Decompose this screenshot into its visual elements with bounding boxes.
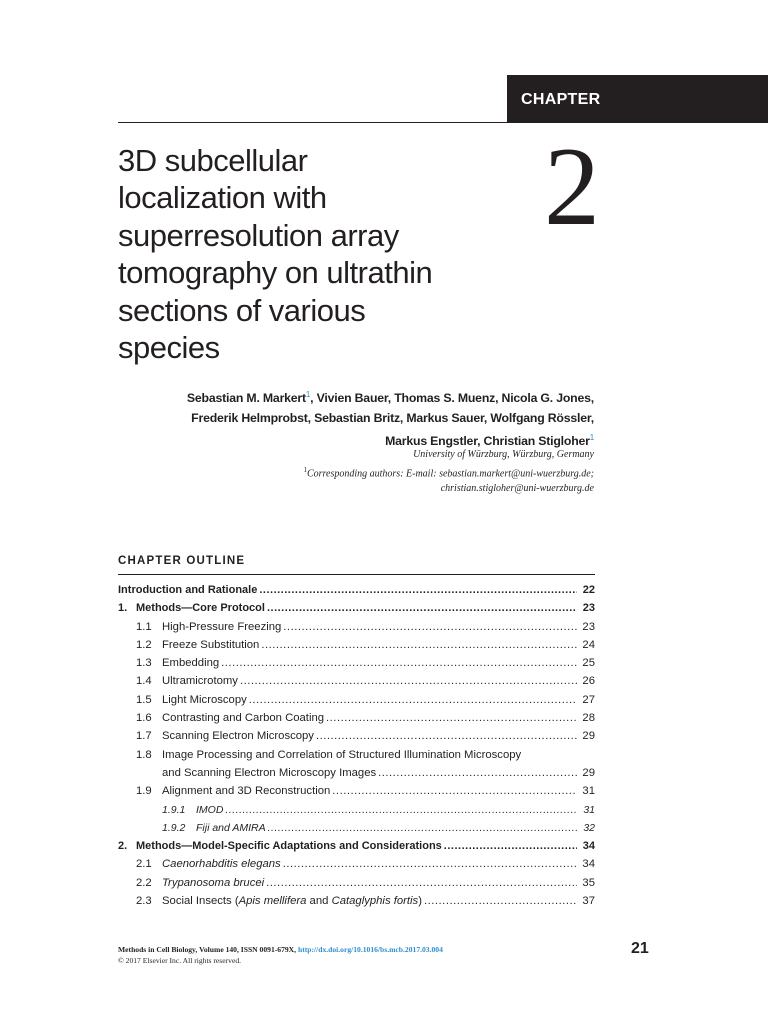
toc-title: Ultramicrotomy: [162, 675, 238, 688]
toc-page: 34: [582, 840, 595, 853]
leader-dots: [249, 691, 577, 709]
author-names: , Vivien Bauer, Thomas S. Muenz, Nicola G. Jones,: [310, 391, 594, 406]
toc-title: Methods—Model-Specific Adaptations and Considerations: [136, 840, 442, 853]
toc-page: 35: [582, 876, 595, 889]
toc-title: Scanning Electron Microscopy: [162, 730, 314, 743]
toc-page: 28: [582, 712, 595, 725]
leader-dots: [266, 874, 577, 892]
table-of-contents: [118, 581, 595, 910]
footnote-marker[interactable]: 1: [589, 433, 594, 443]
leader-dots: [283, 855, 577, 873]
toc-title: Alignment and 3D Reconstruction: [162, 785, 331, 798]
leader-dots: [378, 764, 577, 782]
leader-dots: [261, 636, 577, 654]
affiliation-block: [303, 447, 594, 497]
toc-number: 1.9.1: [162, 803, 186, 816]
title-line: species: [118, 330, 220, 366]
toc-number: 2.: [118, 840, 128, 853]
toc-title: High-Pressure Freezing: [162, 620, 282, 633]
leader-dots: [316, 727, 577, 745]
toc-entry[interactable]: [118, 672, 595, 690]
leader-dots: [267, 599, 577, 617]
toc-page: 23: [582, 602, 595, 615]
toc-title: Introduction and Rationale: [118, 584, 258, 596]
toc-entry[interactable]: [118, 819, 595, 837]
toc-page: 23: [582, 620, 595, 633]
header-rule: [118, 122, 508, 123]
corresponding-authors: [303, 463, 594, 482]
toc-entry[interactable]: [118, 599, 595, 617]
copyright: © 2017 Elsevier Inc. All rights reserved.: [118, 956, 242, 965]
chapter-title: [118, 142, 498, 366]
leader-dots: [283, 618, 577, 636]
title-line: sections of various: [118, 292, 366, 328]
title-line: 3D subcellular: [118, 143, 308, 178]
toc-page: 37: [582, 895, 595, 908]
toc-entry[interactable]: [118, 837, 595, 855]
toc-number: 1.5: [136, 693, 152, 706]
author-list: [187, 385, 594, 451]
toc-title-part: Apis mellifera: [238, 895, 307, 908]
toc-entry[interactable]: [118, 636, 595, 654]
leader-dots: [240, 672, 577, 690]
author-name: Sebastian M. Markert: [186, 391, 306, 406]
toc-number: 1.4: [136, 675, 152, 688]
toc-entry[interactable]: [118, 782, 595, 800]
leader-dots: [268, 819, 577, 837]
toc-page: 25: [582, 657, 595, 670]
toc-number: 1.8: [136, 748, 152, 761]
toc-title: IMOD: [196, 803, 224, 816]
email: christian.stigloher@uni-wuerzburg.de: [440, 483, 594, 495]
toc-title: and Scanning Electron Microscopy Images: [162, 766, 377, 779]
toc-number: 1.6: [136, 712, 152, 725]
toc-number: 2.3: [136, 895, 152, 908]
toc-title: Freeze Substitution: [162, 638, 260, 651]
toc-entry[interactable]: [118, 801, 595, 819]
toc-entry[interactable]: [118, 581, 595, 599]
leader-dots: [225, 801, 577, 819]
page-number: 21: [631, 940, 649, 957]
toc-title-part: Social Insects (: [162, 895, 239, 908]
toc-entry[interactable]: [118, 892, 595, 910]
toc-number: 1.9.2: [162, 821, 186, 834]
toc-page: 29: [582, 730, 595, 743]
author-names: Markus Engstler, Christian Stigloher: [385, 434, 590, 449]
chapter-label: CHAPTER: [521, 91, 601, 108]
toc-number: 1.9: [136, 785, 152, 798]
leader-dots: [221, 654, 577, 672]
footnote-marker[interactable]: 1: [305, 390, 311, 399]
toc-number: 1.3: [136, 657, 152, 670]
toc-page: 31: [583, 803, 595, 816]
author-line: Frederik Helmprobst, Sebastian Britz, Markus Sauer, Wolfgang Rössler,: [191, 411, 594, 426]
toc-number: 2.1: [136, 858, 152, 871]
toc-page: 32: [583, 821, 595, 834]
chapter-banner: [507, 75, 768, 123]
toc-title-part: and: [306, 895, 332, 908]
toc-entry[interactable]: [118, 746, 595, 764]
doi-link[interactable]: http://dx.doi.org/10.1016/bs.mcb.2017.03.004: [297, 945, 443, 954]
toc-number: 1.2: [136, 638, 152, 651]
toc-title: Fiji and AMIRA: [196, 821, 266, 834]
toc-entry[interactable]: [118, 618, 595, 636]
toc-entry-continued[interactable]: [118, 764, 595, 782]
toc-title: Caenorhabditis elegans: [162, 858, 281, 871]
toc-page: 24: [582, 638, 595, 651]
toc-number: 1.1: [136, 620, 152, 633]
toc-number: 1.7: [136, 730, 152, 743]
toc-entry[interactable]: [118, 709, 595, 727]
outline-rule: [118, 574, 595, 575]
page-footer: [118, 944, 443, 966]
toc-title-part: Cataglyphis fortis: [331, 895, 419, 908]
outline-heading: CHAPTER OUTLINE: [118, 555, 246, 567]
toc-title: Trypanosoma brucei: [162, 876, 265, 889]
title-line: tomography on ultrathin: [118, 255, 433, 291]
toc-entry[interactable]: [118, 691, 595, 709]
toc-page: 22: [582, 584, 595, 596]
chapter-number: 2: [544, 125, 600, 249]
footnote-marker: 1: [303, 465, 307, 474]
leader-dots: [326, 709, 577, 727]
toc-page: 31: [582, 785, 595, 798]
title-line: localization with: [118, 180, 327, 216]
toc-title: [162, 892, 422, 910]
leader-dots: [444, 837, 577, 855]
corresponding-text: Corresponding authors: E-mail: sebastian.markert@uni-wuerzburg.de;: [306, 467, 594, 479]
toc-title-part: ): [418, 895, 422, 908]
journal-info: Methods in Cell Biology, Volume 140, ISSN 0091-679X,: [118, 945, 297, 954]
toc-title: Light Microscopy: [162, 693, 247, 706]
leader-dots: [259, 581, 577, 599]
leader-dots: [424, 892, 577, 910]
leader-dots: [332, 782, 577, 800]
toc-number: 1.: [118, 602, 128, 615]
toc-title: Embedding: [162, 657, 220, 670]
toc-entry[interactable]: [118, 874, 595, 892]
toc-title: Methods—Core Protocol: [136, 602, 265, 615]
toc-page: 26: [582, 675, 595, 688]
author-line: [187, 385, 594, 408]
toc-title: Image Processing and Correlation of Structured Illumination Microscopy: [162, 748, 522, 761]
toc-number: 2.2: [136, 876, 152, 889]
toc-page: 29: [582, 766, 595, 779]
toc-page: 27: [582, 693, 595, 706]
affiliation: University of Würzburg, Würzburg, Germany: [413, 449, 594, 460]
toc-page: 34: [582, 858, 595, 871]
citation-line: [118, 944, 443, 955]
toc-title: Contrasting and Carbon Coating: [162, 712, 325, 725]
toc-entry[interactable]: [118, 654, 595, 672]
toc-entry[interactable]: [118, 727, 595, 745]
toc-entry[interactable]: [118, 855, 595, 873]
title-line: superresolution array: [118, 217, 399, 253]
